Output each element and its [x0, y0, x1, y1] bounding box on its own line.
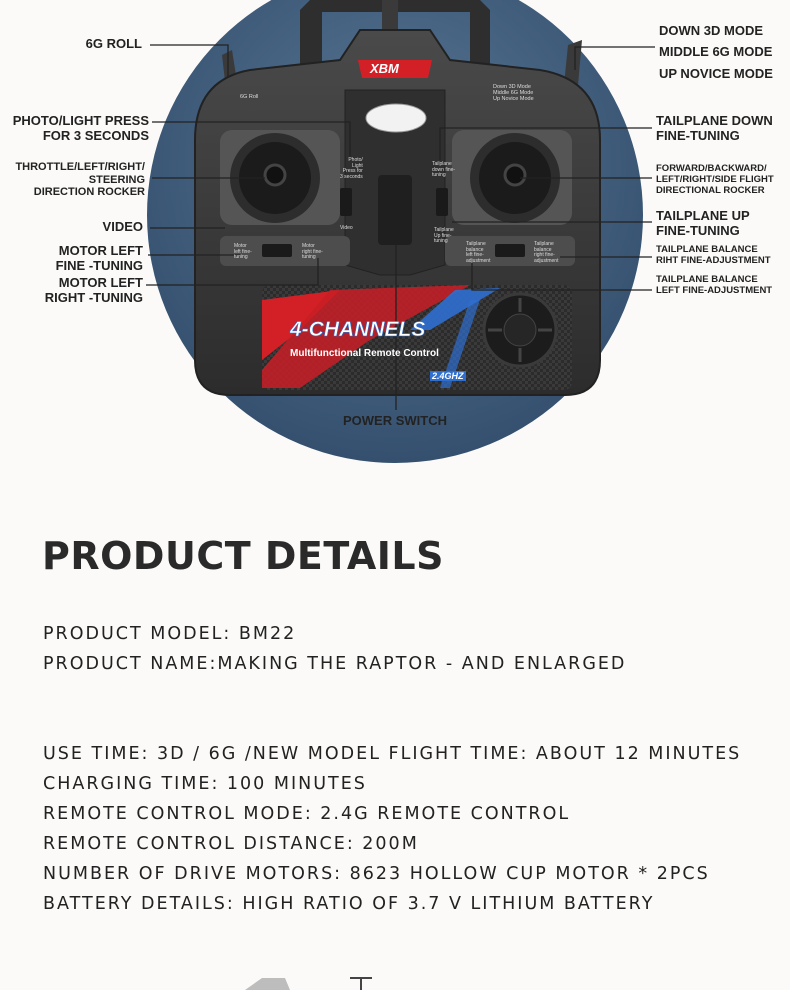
callout-mode: DOWN 3D MODE MIDDLE 6G MODE UP NOVICE MODE [659, 23, 773, 81]
next-section-peek [0, 970, 790, 990]
frequency-label: 2.4GHZ [432, 371, 464, 381]
right-stick [505, 165, 525, 185]
left-trim-horizontal [262, 244, 292, 257]
callout-tailplane-down: TAILPLANE DOWN FINE-TUNING [656, 113, 773, 143]
channels-label: 4-CHANNELS [290, 318, 426, 341]
right-trim-vertical [436, 188, 448, 216]
spec-line: PRODUCT MODEL: BM22 [43, 624, 297, 644]
product-details-heading: PRODUCT DETAILS [42, 534, 444, 578]
remote-subtitle: Multifunctional Remote Control [290, 348, 439, 359]
spec-line: CHARGING TIME: 100 MINUTES [43, 774, 367, 794]
spec-line: USE TIME: 3D / 6G /NEW MODEL FLIGHT TIME: ABOUT 12 MINUTES [43, 744, 742, 764]
tail-bal-left-text: Tailplane balance left fine- adjustment [466, 241, 491, 264]
center-slot [378, 175, 412, 245]
spec-line: REMOTE CONTROL MODE: 2.4G REMOTE CONTROL [43, 804, 571, 824]
mode-switch-text: Down 3D Mode Middle 6G Mode Up Novice Mode [493, 84, 534, 103]
callout-motor-left-right: MOTOR LEFT RIGHT -TUNING [44, 275, 143, 305]
motor-left-text: Motor left fine- tuning [234, 243, 252, 260]
brand-logo: XBM [370, 61, 399, 76]
left-stick [265, 165, 285, 185]
spec-line: PRODUCT NAME:MAKING THE RAPTOR - AND ENLARGED [43, 654, 627, 674]
callout-tailplane-up: TAILPLANE UP FINE-TUNING [656, 208, 750, 238]
tail-bal-right-text: Tailplane balance right fine- adjustment [534, 241, 559, 264]
tail-up-text: Tailplane Up fine- tuning [434, 227, 454, 244]
callout-power-switch: POWER SWITCH [343, 413, 447, 428]
video-text: Video [340, 225, 353, 231]
roll-text: 6G Roll [240, 94, 259, 100]
photo-button [366, 104, 426, 132]
spec-line: NUMBER OF DRIVE MOTORS: 8623 HOLLOW CUP MOTOR * 2PCS [43, 864, 710, 884]
left-trim-vertical [340, 188, 352, 216]
callout-6g-roll: 6G ROLL [85, 36, 142, 51]
photo-text: Photo/ Light Press for 3 seconds [340, 157, 363, 180]
tail-down-text: Tailplane down fine- tuning [432, 161, 456, 178]
right-trim-horizontal [495, 244, 525, 257]
callout-video: VIDEO [102, 219, 143, 234]
callout-throttle-rocker: THROTTLE/LEFT/RIGHT/ STEERING DIRECTION ROCKER [15, 161, 145, 199]
spec-line: BATTERY DETAILS: HIGH RATIO OF 3.7 V LITHIUM BATTERY [43, 894, 655, 914]
callout-photo-light: PHOTO/LIGHT PRESS FOR 3 SECONDS [12, 113, 149, 143]
motor-right-text: Motor right fine- tuning [302, 243, 323, 260]
remote-control-diagram [0, 0, 790, 470]
callout-tailplane-balance-right: TAILPLANE BALANCE RIHT FINE-ADJUSTMENT [656, 244, 771, 266]
callout-tailplane-balance-left: TAILPLANE BALANCE LEFT FINE-ADJUSTMENT [656, 274, 773, 296]
spec-line: REMOTE CONTROL DISTANCE: 200M [43, 834, 419, 854]
callout-forward-rocker: FORWARD/BACKWARD/ LEFT/RIGHT/SIDE FLIGHT DIRECTIONAL ROCKER [656, 163, 774, 196]
callout-motor-left-fine: MOTOR LEFT FINE -TUNING [55, 243, 143, 273]
